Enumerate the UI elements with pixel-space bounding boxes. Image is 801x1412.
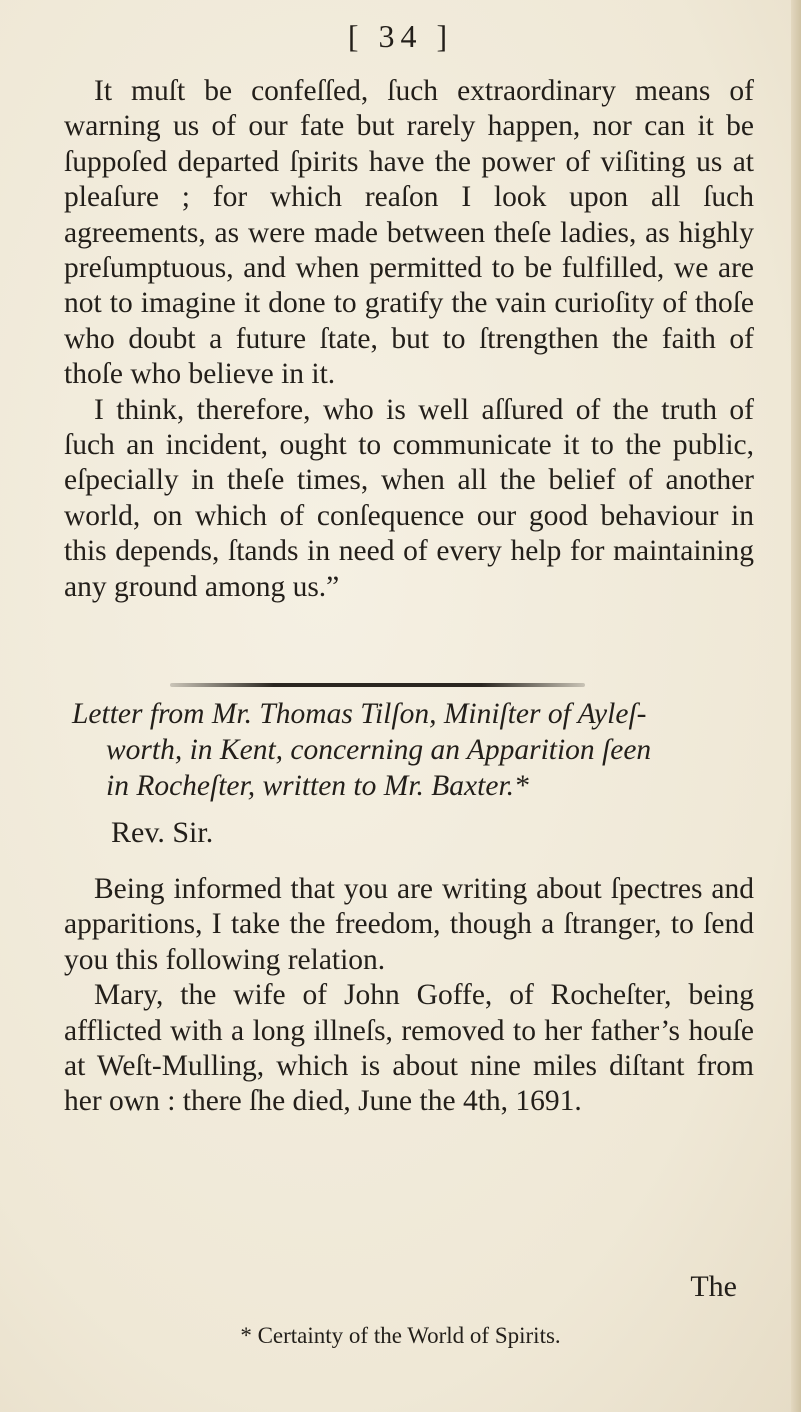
salutation: Rev. Sir. (111, 816, 214, 849)
letter-title-line: worth, in Kent, concerning an Apparition ſeen (106, 734, 652, 766)
letter-title (72, 696, 762, 804)
paragraph: It muſt be confeſſed, ſuch extraordinary means of warning us of our fate but rarely happen, nor can it be ſuppoſed departed ſpirits have the power of viſiting us at pleaſure ; for which reaſon I look upon all ſuch agreements, as were made between theſe ladies, as highly preſumptuous, and when permitted to be fulfilled, we are not to imagine it done to gratify the vain curioſity of thoſe who doubt a future ſtate, but to ſtrengthen the faith of thoſe who believe in it. (64, 75, 754, 391)
letter-title-line: Letter from Mr. Thomas Tilſon, Miniſter of Aylеſ- (72, 698, 647, 730)
letter-title-line: in Rocheſter, written to Mr. Baxter.* (106, 770, 529, 802)
body-text (64, 74, 754, 605)
paragraph: Being informed that you are writing about ſpectres and apparitions, I take the freedom, though a ſtranger, to ſend you this following relation. (64, 873, 754, 976)
paragraph: I think, therefore, who is well aſſured of the truth of ſuch an incident, ought to communicate it to the public, eſpecially in theſe times, when all the belief of another world, on which of conſequence our good behaviour in this depends, ſtands in need of every help for maintaining any ground among us.” (64, 393, 754, 603)
footnote: * Certainty of the World of Spirits. (240, 1323, 561, 1348)
letter-text (64, 872, 754, 1120)
section-divider (170, 683, 585, 687)
catchword: The (690, 1270, 737, 1303)
page-edge (791, 0, 801, 1412)
page-number: [ 34 ] (347, 18, 454, 54)
paragraph: Mary, the wife of John Goffe, of Rocheſter, being afflicted with a long illneſs, removed to her father’s houſe at Weſt-Mulling, which is about nine miles diſtant from her own : there ſhe died, June the 4th, 1691. (64, 979, 754, 1118)
